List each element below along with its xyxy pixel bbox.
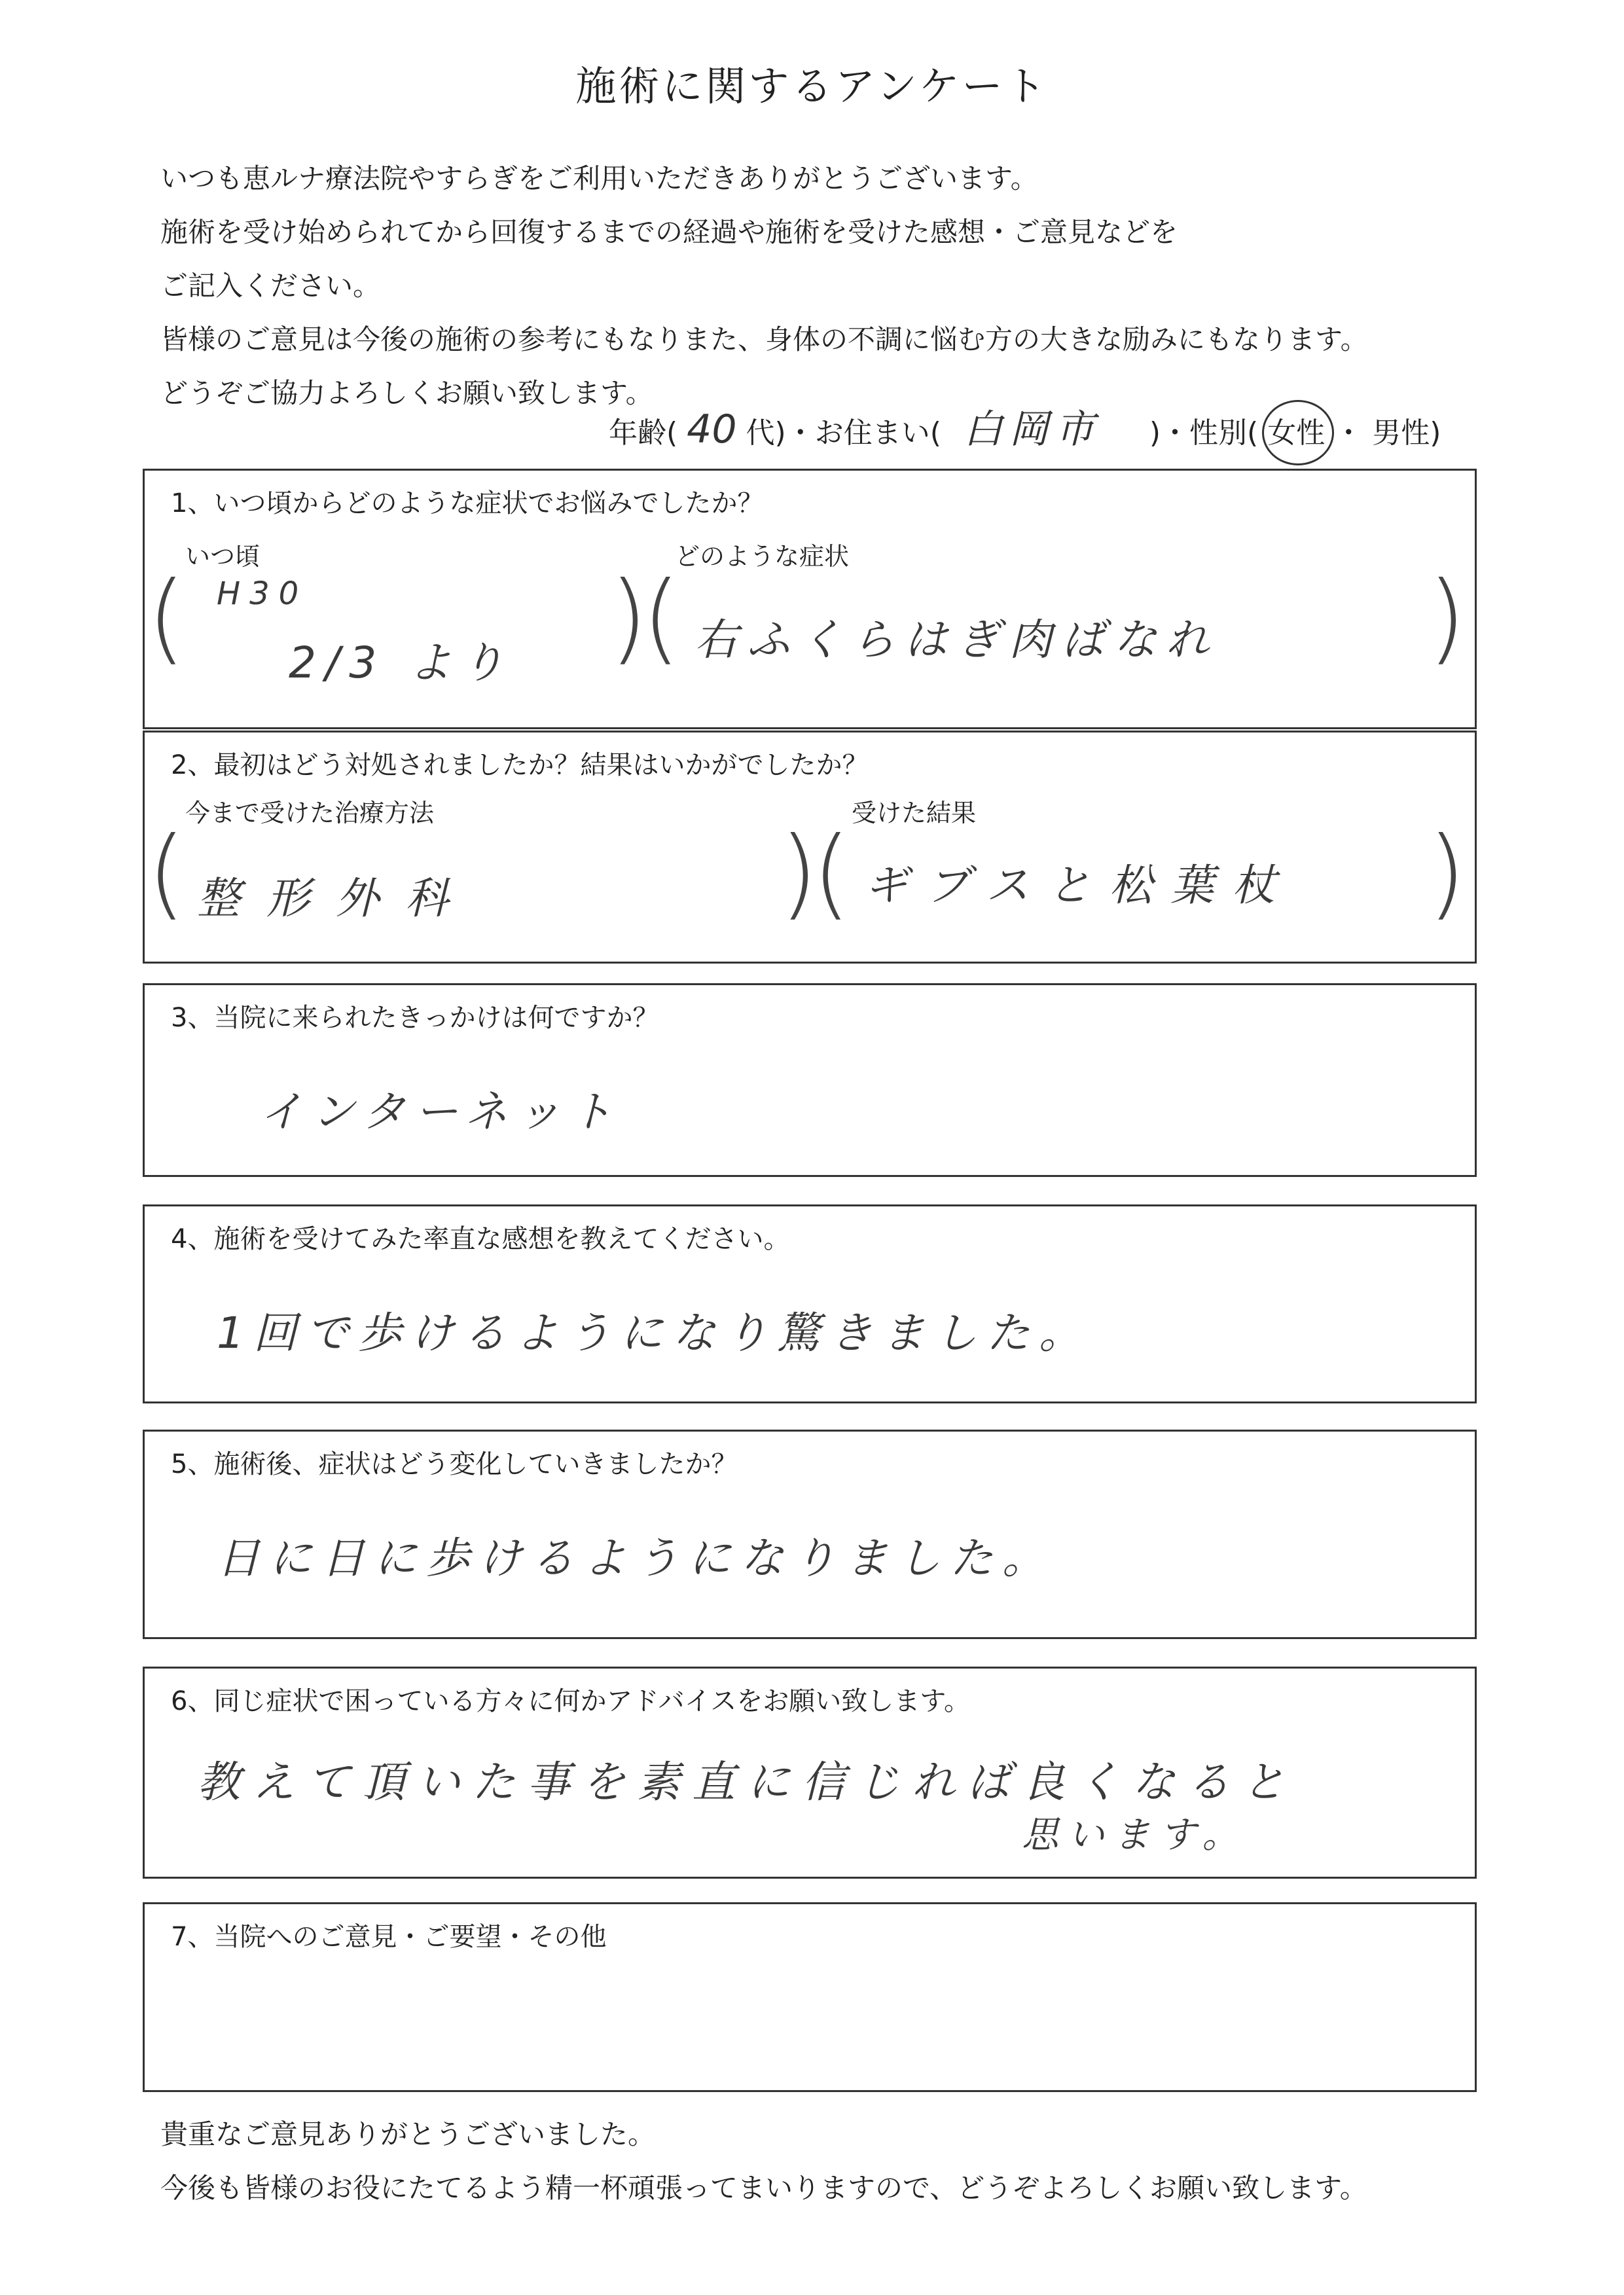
symptom-label: どのような症状 [675,542,850,571]
question-7: 7、当院へのご意見・ご要望・その他 [171,1922,607,1952]
intro-line: いつも恵ルナ療法院やすらぎをご利用いただきありがとうございます。 [160,162,1038,194]
bracket-close: ) [1428,816,1466,930]
question-1: 1、いつ頃からどのような症状でお悩みでしたか？ [171,488,764,518]
symptom-answer: 右ふくらはぎ肉ばなれ [695,615,1218,665]
footer-line: 今後も皆様のお役にたてるよう精一杯頑張ってまいりますので、どうぞよろしくお願い致します。 [160,2172,1367,2204]
question-1-box [143,469,1477,729]
method-label: 今まで受けた治療方法 [185,799,435,827]
residence-suffix: )・性別( [1149,416,1259,450]
gender-male: 男性) [1372,416,1441,450]
q5-answer: 日に日に歩けるようになりました。 [217,1533,1055,1583]
footer-text [160,2108,1535,2215]
bracket-close: ) [780,816,818,930]
when-answer-line2: 2/3 より [289,638,514,688]
question-5-box [143,1430,1477,1639]
q6-answer-line1: 教えて頂いた事を素直に信じれば良くなると [197,1757,1297,1807]
page-title: 施術に関するアンケート [575,62,1049,110]
question-4-box [143,1204,1477,1403]
q4-answer: 1回で歩けるようになり驚きました。 [217,1308,1091,1358]
question-3: 3、当院に来られたきっかけは何ですか？ [171,1003,659,1033]
gender-circle-mark [1262,400,1334,465]
q3-answer: インターネット [259,1087,623,1137]
gender-female-label: 女性 [1267,416,1326,450]
bracket-open: ( [147,561,186,675]
question-6-box [143,1667,1477,1879]
residence-value: 白岡市 [963,407,1101,452]
intro-line: 施術を受け始められてから回復するまでの経過や施術を受けた感想・ご意見などを [160,216,1178,248]
result-answer: ギブスと松葉杖 [865,860,1294,911]
respondent-info [609,398,1441,454]
age-label: 年齢( [609,416,678,450]
gender-separator: ・ [1334,416,1363,450]
bracket-close: ) [1428,561,1466,675]
bracket-open: ( [642,561,681,675]
intro-text [160,152,1535,420]
result-label: 受けた結果 [852,799,977,827]
age-suffix: 代)・お住まい( [746,416,941,450]
question-6: 6、同じ症状で困っている方々に何かアドバイスをお願い致します。 [171,1686,971,1716]
question-2: 2、最初はどう対処されましたか？結果はいかがでしたか？ [171,750,869,780]
bracket-close: ) [609,561,648,675]
question-4: 4、施術を受けてみた率直な感想を教えてください。 [171,1224,790,1254]
question-3-box [143,983,1477,1177]
intro-line: どうぞご協力よろしくお願い致します。 [160,377,653,409]
intro-line: ご記入ください。 [160,270,381,302]
bracket-open: ( [147,816,186,930]
age-value: 40 [687,407,737,452]
footer-line: 貴重なご意見ありがとうございました。 [160,2118,656,2150]
intro-line: 皆様のご意見は今後の施術の参考にもなりまた、身体の不調に悩む方の大きな励みにもなります。 [160,323,1368,355]
method-answer: 整形外科 [197,873,475,924]
bracket-open: ( [812,816,851,930]
when-label: いつ頃 [185,542,261,571]
question-2-box [143,731,1477,964]
q6-answer-line2: 思います。 [1022,1814,1248,1856]
when-answer-line1: H30 [217,575,308,612]
question-7-box [143,1902,1477,2092]
question-5: 5、施術後、症状はどう変化していきましたか？ [171,1449,738,1479]
gender-female [1267,409,1325,451]
